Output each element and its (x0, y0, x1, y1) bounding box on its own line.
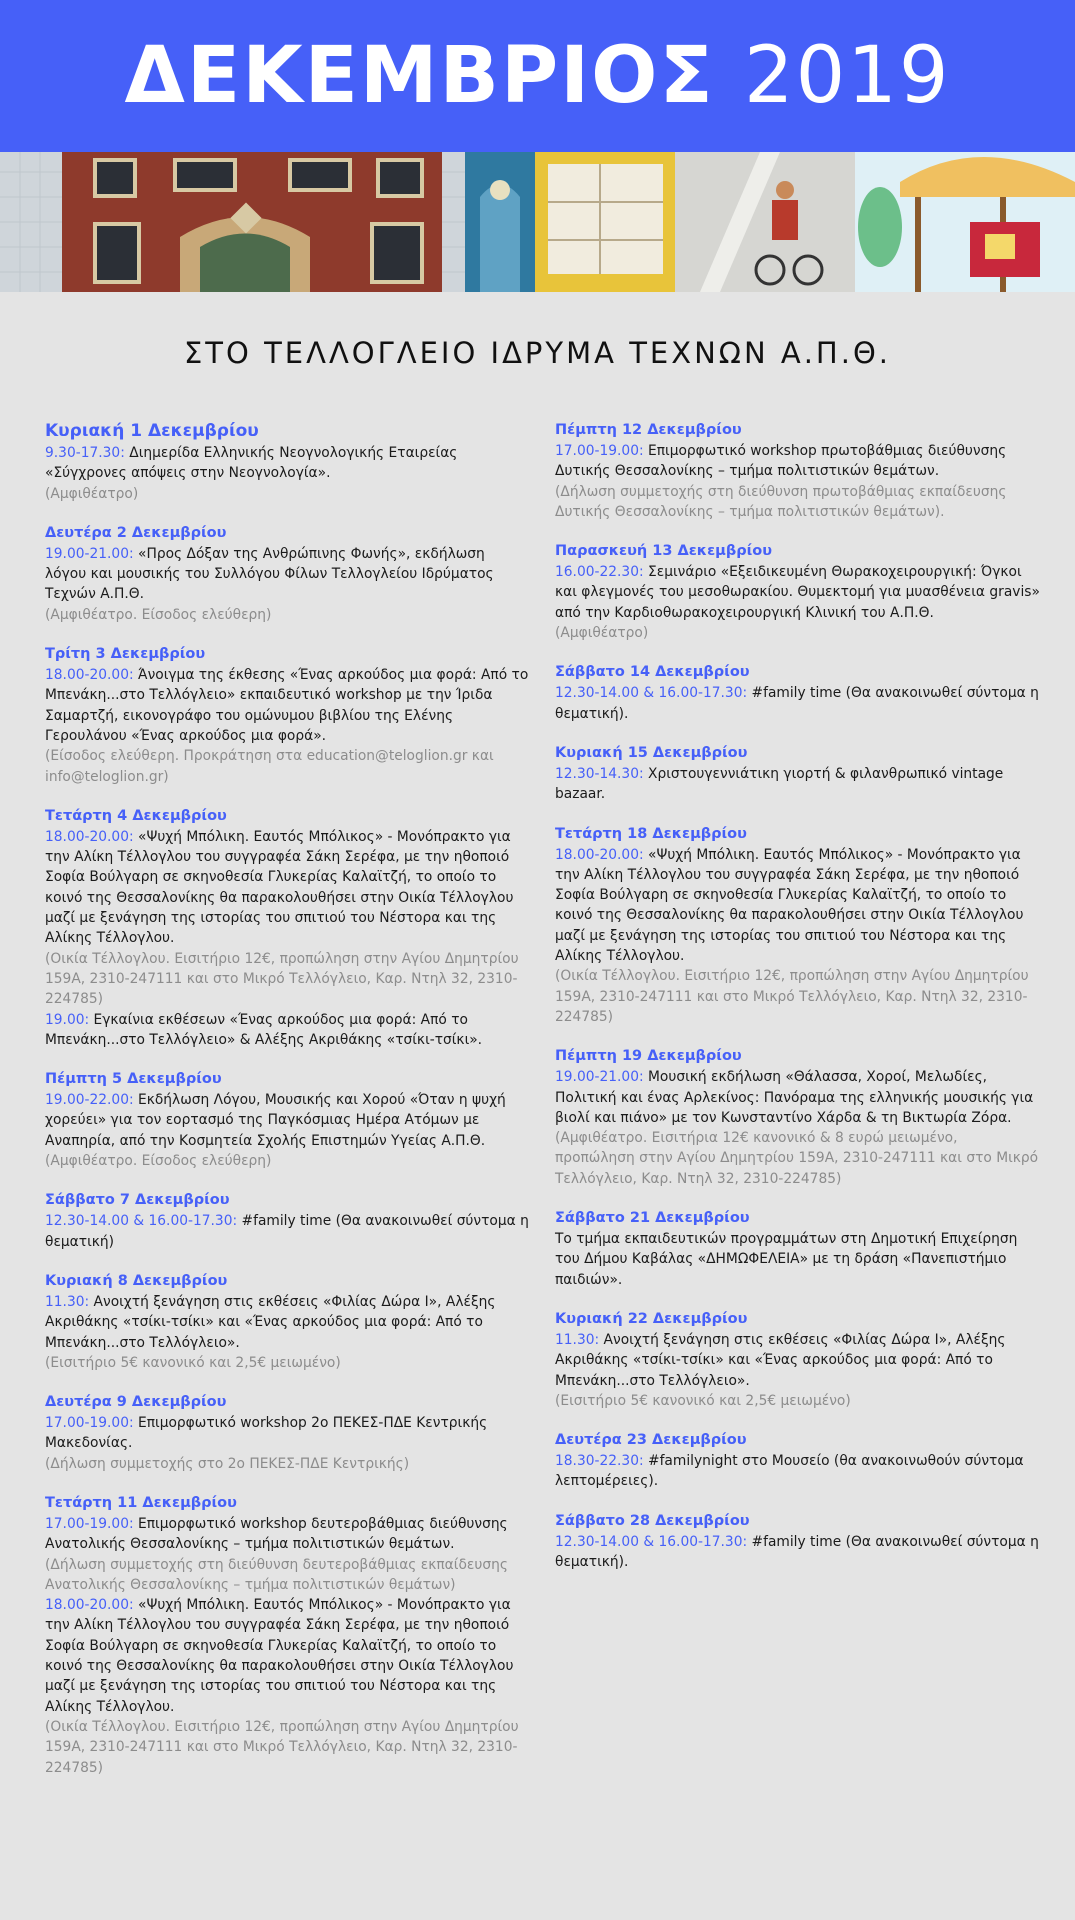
event-note: (Αμφιθέατρο. Είσοδος ελεύθερη) (45, 1153, 272, 1170)
event-date: Σάββατο 28 Δεκεμβρίου (555, 1512, 750, 1529)
event-block (555, 1430, 1040, 1492)
event-description (555, 441, 1040, 482)
event-block (45, 1493, 530, 1778)
event-note: (Αμφιθέατρο) (45, 485, 139, 502)
event-time: 16.00-22.30: (555, 564, 644, 581)
event-time: 19.00-22.00: (45, 1092, 134, 1109)
event-description (45, 1292, 530, 1353)
event-date: Τετάρτη 18 Δεκεμβρίου (555, 825, 747, 842)
event-description (555, 764, 1040, 805)
event-date: Δευτέρα 2 Δεκεμβρίου (45, 524, 227, 541)
event-note: (Αμφιθέατρο) (555, 625, 649, 642)
event-time: 18.00-20.00: (45, 667, 134, 684)
event-note: (Εισιτήριο 5€ κανονικό και 2,5€ μειωμένο) (45, 1354, 341, 1371)
event-text: Επιμορφωτικό workshop 2ο ΠΕΚΕΣ-ΠΔΕ Κεντρικής Μακεδονίας. (45, 1415, 488, 1452)
event-block (555, 1208, 1040, 1290)
event-text: Ανοιχτή ξενάγηση στις εκθέσεις «Φιλίας Δώρα Ι», Αλέξης Ακριθάκης «τσίκι-τσίκι» και «Ένας αρκούδος μια φορά: Από το Μπενάκη...στο Τελλόγλειο». (555, 1331, 1006, 1389)
event-time: 18.30-22.30: (555, 1453, 644, 1470)
event-block (555, 541, 1040, 643)
event-date: Παρασκευή 13 Δεκεμβρίου (555, 543, 772, 560)
event-description (45, 827, 530, 949)
event-text: #family time (Θα ανακοινωθεί σύντομα η θεματική). (555, 1533, 1039, 1570)
event-time: 17.00-19.00: (45, 1415, 134, 1432)
event-description (45, 1514, 530, 1555)
event-date: Κυριακή 1 Δεκεμβρίου (45, 421, 259, 441)
event-time: 11.30: (45, 1293, 90, 1310)
event-date: Κυριακή 22 Δεκεμβρίου (555, 1310, 748, 1327)
event-description (555, 1330, 1040, 1391)
event-text: Χριστουγεννιάτικη γιορτή & φιλανθρωπικό vintage bazaar. (555, 765, 1004, 803)
event-date: Σάββατο 7 Δεκεμβρίου (45, 1192, 230, 1209)
event-block (45, 523, 530, 625)
right-column (555, 420, 1040, 1591)
event-date: Τετάρτη 4 Δεκεμβρίου (45, 807, 227, 824)
event-note: (Οικία Τέλλογλου. Εισιτήριο 12€, προπώληση στην Αγίου Δημητρίου 159Α, 2310-247111 και στο Μικρό Τελλόγλειο, Καρ. Ντηλ 32, 2310-224785) (555, 968, 1029, 1025)
event-date: Τετάρτη 11 Δεκεμβρίου (45, 1494, 237, 1511)
event-time: 18.00-20.00: (45, 828, 134, 845)
event-text: #family time (Θα ανακοινωθεί σύντομα η θεματική). (555, 685, 1039, 722)
event-time: 19.00-21.00: (555, 1069, 644, 1086)
event-date: Πέμπτη 12 Δεκεμβρίου (555, 422, 742, 438)
event-description (45, 1595, 530, 1717)
event-date: Τρίτη 3 Δεκεμβρίου (45, 646, 206, 663)
event-time: 17.00-19.00: (555, 443, 644, 459)
event-time: 12.30-14.00 & 16.00-17.30: (45, 1213, 238, 1230)
event-block (555, 662, 1040, 724)
event-block (555, 743, 1040, 805)
title-year: 2019 (743, 31, 951, 121)
event-text: Άνοιγμα της έκθεσης «Ένας αρκούδος μια φορά: Από το Μπενάκη...στο Τελλόγλειο» εκπαιδευτικό workshop με την Ίριδα Σαμαρτζή, εικονογράφο του ομώνυμου βιβλίου της Ελένης Γερουλάνου «Ένας αρκούδος μια φορά». (45, 667, 529, 744)
event-text: Το τμήμα εκπαιδευτικών προγραμμάτων στη Δημοτική Επιχείρηση του Δήμου Καβάλας «ΔΗΜΩΦΕΛΕΙΑ» με τη δράση «Πανεπιστήμιο παιδιών». (555, 1231, 1018, 1288)
event-description (45, 544, 530, 605)
event-text: Διημερίδα Ελληνικής Νεογνολογικής Εταιρείας «Σύγχρονες απόψεις στην Νεογνολογία». (45, 445, 458, 482)
banner-photo (0, 152, 1075, 292)
event-text: Εκδήλωση Λόγου, Μουσικής και Χορού «Όταν η ψυχή χορεύει» για τον εορτασμό της Παγκόσμιας Ημέρα Ατόμων με Αναπηρία, από την Κοσμητεία Σχολής Επιστημών Υγείας Α.Π.Θ. (45, 1092, 506, 1149)
event-block (45, 1271, 530, 1373)
event-block (45, 806, 530, 1050)
event-date: Κυριακή 8 Δεκεμβρίου (45, 1272, 228, 1289)
event-time: 11.30: (555, 1331, 600, 1348)
event-note: (Οικία Τέλλογλου. Εισιτήριο 12€, προπώληση στην Αγίου Δημητρίου 159Α, 2310-247111 και στο Μικρό Τελλόγλειο, Καρ. Ντηλ 32, 2310-224785) (45, 1718, 519, 1776)
event-time: 19.00: (45, 1011, 90, 1028)
event-time: 17.00-19.00: (45, 1515, 134, 1532)
event-note: (Αμφιθέατρο. Εισιτήρια 12€ κανονικό & 8 ευρώ μειωμένο, προπώληση στην Αγίου Δημητρίου 159Α, 2310-247111 και στο Μικρό Τελλόγλειο, Καρ. Ντηλ 32, 2310-224785) (555, 1130, 1039, 1187)
event-time: 18.00-20.00: (555, 846, 644, 863)
page-header (0, 0, 1075, 152)
event-text: Σεμινάριο «Εξειδικευμένη Θωρακοχειρουργική: Όγκοι και φλεγμονές του μεσοθωρακίου. Θυμεκτομή για μυασθένεια gravis» από την Καρδιοθωρακοχειρουργική Κλινική του Α.Π.Θ. (555, 564, 1040, 621)
event-text: Εγκαίνια εκθέσεων «Ένας αρκούδος μια φορά: Από το Μπενάκη...στο Τελλόγλειο» & Αλέξης Ακριθάκης «τσίκι-τσίκι». (45, 1011, 483, 1048)
event-time: 12.30-14.30: (555, 765, 644, 782)
event-time: 9.30-17.30: (45, 445, 125, 461)
event-description (45, 1010, 530, 1051)
event-block (45, 420, 530, 504)
event-description (555, 1229, 1040, 1290)
event-date: Πέμπτη 19 Δεκεμβρίου (555, 1048, 742, 1065)
event-text: Επιμορφωτικό workshop δευτεροβάθμιας διεύθυνσης Ανατολικής Θεσσαλονίκης – τμήμα πολιτιστικών θεμάτων. (45, 1515, 508, 1553)
event-note: (Δήλωση συμμετοχής στο 2ο ΠΕΚΕΣ-ΠΔΕ Κεντρικής) (45, 1455, 410, 1472)
venue-subtitle: ΣΤΟ ΤΕΛΛΟΓΛΕΙΟ ΙΔΡΥΜΑ ΤΕΧΝΩΝ Α.Π.Θ. (183, 336, 891, 370)
event-text: Ανοιχτή ξενάγηση στις εκθέσεις «Φιλίας Δώρα Ι», Αλέξης Ακριθάκης «τσίκι-τσίκι» και «Ένας αρκούδος μια φορά: Από το Μπενάκη...στο Τελλόγλειο». (45, 1293, 496, 1351)
event-description (555, 1532, 1040, 1573)
event-description (45, 665, 530, 746)
event-note: (Αμφιθέατρο. Είσοδος ελεύθερη) (45, 606, 272, 623)
event-time: 18.00-20.00: (45, 1597, 134, 1614)
event-block (45, 1392, 530, 1474)
event-text: «Ψυχή Μπόλικη. Εαυτός Μπόλικος» - Μονόπρακτο για την Αλίκη Τέλλογλου του συγγραφέα Σάκη Σερέφα, με την ηθοποιό Σοφία Βούλγαρη σε σκηνοθεσία Γλυκερίας Καλαϊτζή, το οποίο το κοινό της Θεσσαλονίκης θα παρακολουθήσει στην Οικία Τέλλογλου μαζί με ξενάγηση της ιστορίας του σπιτιού του Νέστορα και της Αλίκης Τέλλογλου. (45, 1597, 514, 1715)
event-description (45, 1413, 530, 1454)
event-description (45, 1090, 530, 1151)
event-date: Δευτέρα 23 Δεκεμβρίου (555, 1432, 747, 1449)
event-description (45, 1211, 530, 1252)
event-text: «Προς Δόξαν της Ανθρώπινης Φωνής», εκδήλωση λόγου και μουσικής του Συλλόγου Φίλων Τελλογλείου Ιδρύματος Τεχνών Α.Π.Θ. (45, 545, 494, 603)
title-month: ΔΕΚΕΜΒΡΙΟΣ (124, 31, 715, 121)
event-block (45, 644, 530, 787)
event-date: Πέμπτη 5 Δεκεμβρίου (45, 1071, 222, 1088)
event-time: 19.00-21.00: (45, 545, 134, 562)
event-description (555, 683, 1040, 724)
event-time: 12.30-14.00 & 16.00-17.30: (555, 685, 748, 702)
event-text: Επιμορφωτικό workshop πρωτοβάθμιας διεύθυνσης Δυτικής Θεσσαλονίκης – τμήμα πολιτιστικών θεμάτων. (555, 443, 1007, 480)
event-note: (Δήλωση συμμετοχής στη διεύθυνση πρωτοβάθμιας εκπαίδευσης Δυτικής Θεσσαλονίκης – τμήμα πολιτιστικών θεμάτων). (555, 483, 1007, 520)
event-block (45, 1190, 530, 1252)
event-text: #family time (Θα ανακοινωθεί σύντομα η θεματική) (45, 1213, 529, 1250)
event-description (555, 1067, 1040, 1128)
event-block (555, 1309, 1040, 1411)
event-note: (Είσοδος ελεύθερη. Προκράτηση στα education@teloglion.gr και info@teloglion.gr) (45, 748, 494, 785)
event-block (555, 824, 1040, 1028)
page-title (125, 31, 951, 121)
event-description (45, 443, 530, 484)
event-block (555, 420, 1040, 522)
event-block (45, 1069, 530, 1171)
event-description (555, 562, 1040, 623)
event-text: Μουσική εκδήλωση «Θάλασσα, Χοροί, Μελωδίες, Πολιτική και ένας Αρλεκίνος: Πανόραμα της ελληνικής μουσικής για βιολί και πιάνο» με τον Κωνσταντίνο Χάρδα & τη Βικτωρία Ζόρα. (555, 1069, 1034, 1126)
event-date: Σάββατο 14 Δεκεμβρίου (555, 664, 750, 681)
event-date: Κυριακή 15 Δεκεμβρίου (555, 744, 748, 761)
left-column (45, 420, 530, 1797)
event-text: «Ψυχή Μπόλικη. Εαυτός Μπόλικος» - Μονόπρακτο για την Αλίκη Τέλλογλου του συγγραφέα Σάκη Σερέφα, με την ηθοποιό Σοφία Βούλγαρη σε σκηνοθεσία Γλυκερίας Καλαϊτζή, το οποίο το κοινό της Θεσσαλονίκης θα παρακολουθήσει στην Οικία Τέλλογλου μαζί με ξενάγηση της ιστορίας του σπιτιού του Νέστορα και της Αλίκης Τέλλογλου. (555, 846, 1024, 965)
event-date: Δευτέρα 9 Δεκεμβρίου (45, 1394, 227, 1411)
event-block (555, 1511, 1040, 1573)
event-text: «Ψυχή Μπόλικη. Εαυτός Μπόλικος» - Μονόπρακτο για την Αλίκη Τέλλογλου του συγγραφέα Σάκη Σερέφα, με την ηθοποιό Σοφία Βούλγαρη σε σκηνοθεσία Γλυκερίας Καλαϊτζή, το οποίο το κοινό της Θεσσαλονίκης θα παρακολουθήσει στην Οικία Τέλλογλου μαζί με ξενάγηση της ιστορίας του σπιτιού του Νέστορα και της Αλίκης Τέλλογλου. (45, 828, 514, 947)
event-block (555, 1046, 1040, 1189)
event-note: (Εισιτήριο 5€ κανονικό και 2,5€ μειωμένο) (555, 1392, 851, 1409)
event-text: #familynight στο Μουσείο (θα ανακοινωθούν σύντομα λεπτομέρειες). (555, 1453, 1024, 1490)
event-note: (Δήλωση συμμετοχής στη διεύθυνση δευτεροβάθμιας εκπαίδευσης Ανατολικής Θεσσαλονίκης – τμήμα πολιτιστικών θεμάτων) (45, 1556, 508, 1593)
event-time: 12.30-14.00 & 16.00-17.30: (555, 1533, 748, 1550)
event-note: (Οικία Τέλλογλου. Εισιτήριο 12€, προπώληση στην Αγίου Δημητρίου 159Α, 2310-247111 και στο Μικρό Τελλόγλειο, Καρ. Ντηλ 32, 2310-224785) (45, 950, 519, 1008)
event-date: Σάββατο 21 Δεκεμβρίου (555, 1210, 750, 1227)
event-description (555, 845, 1040, 967)
event-description (555, 1451, 1040, 1492)
